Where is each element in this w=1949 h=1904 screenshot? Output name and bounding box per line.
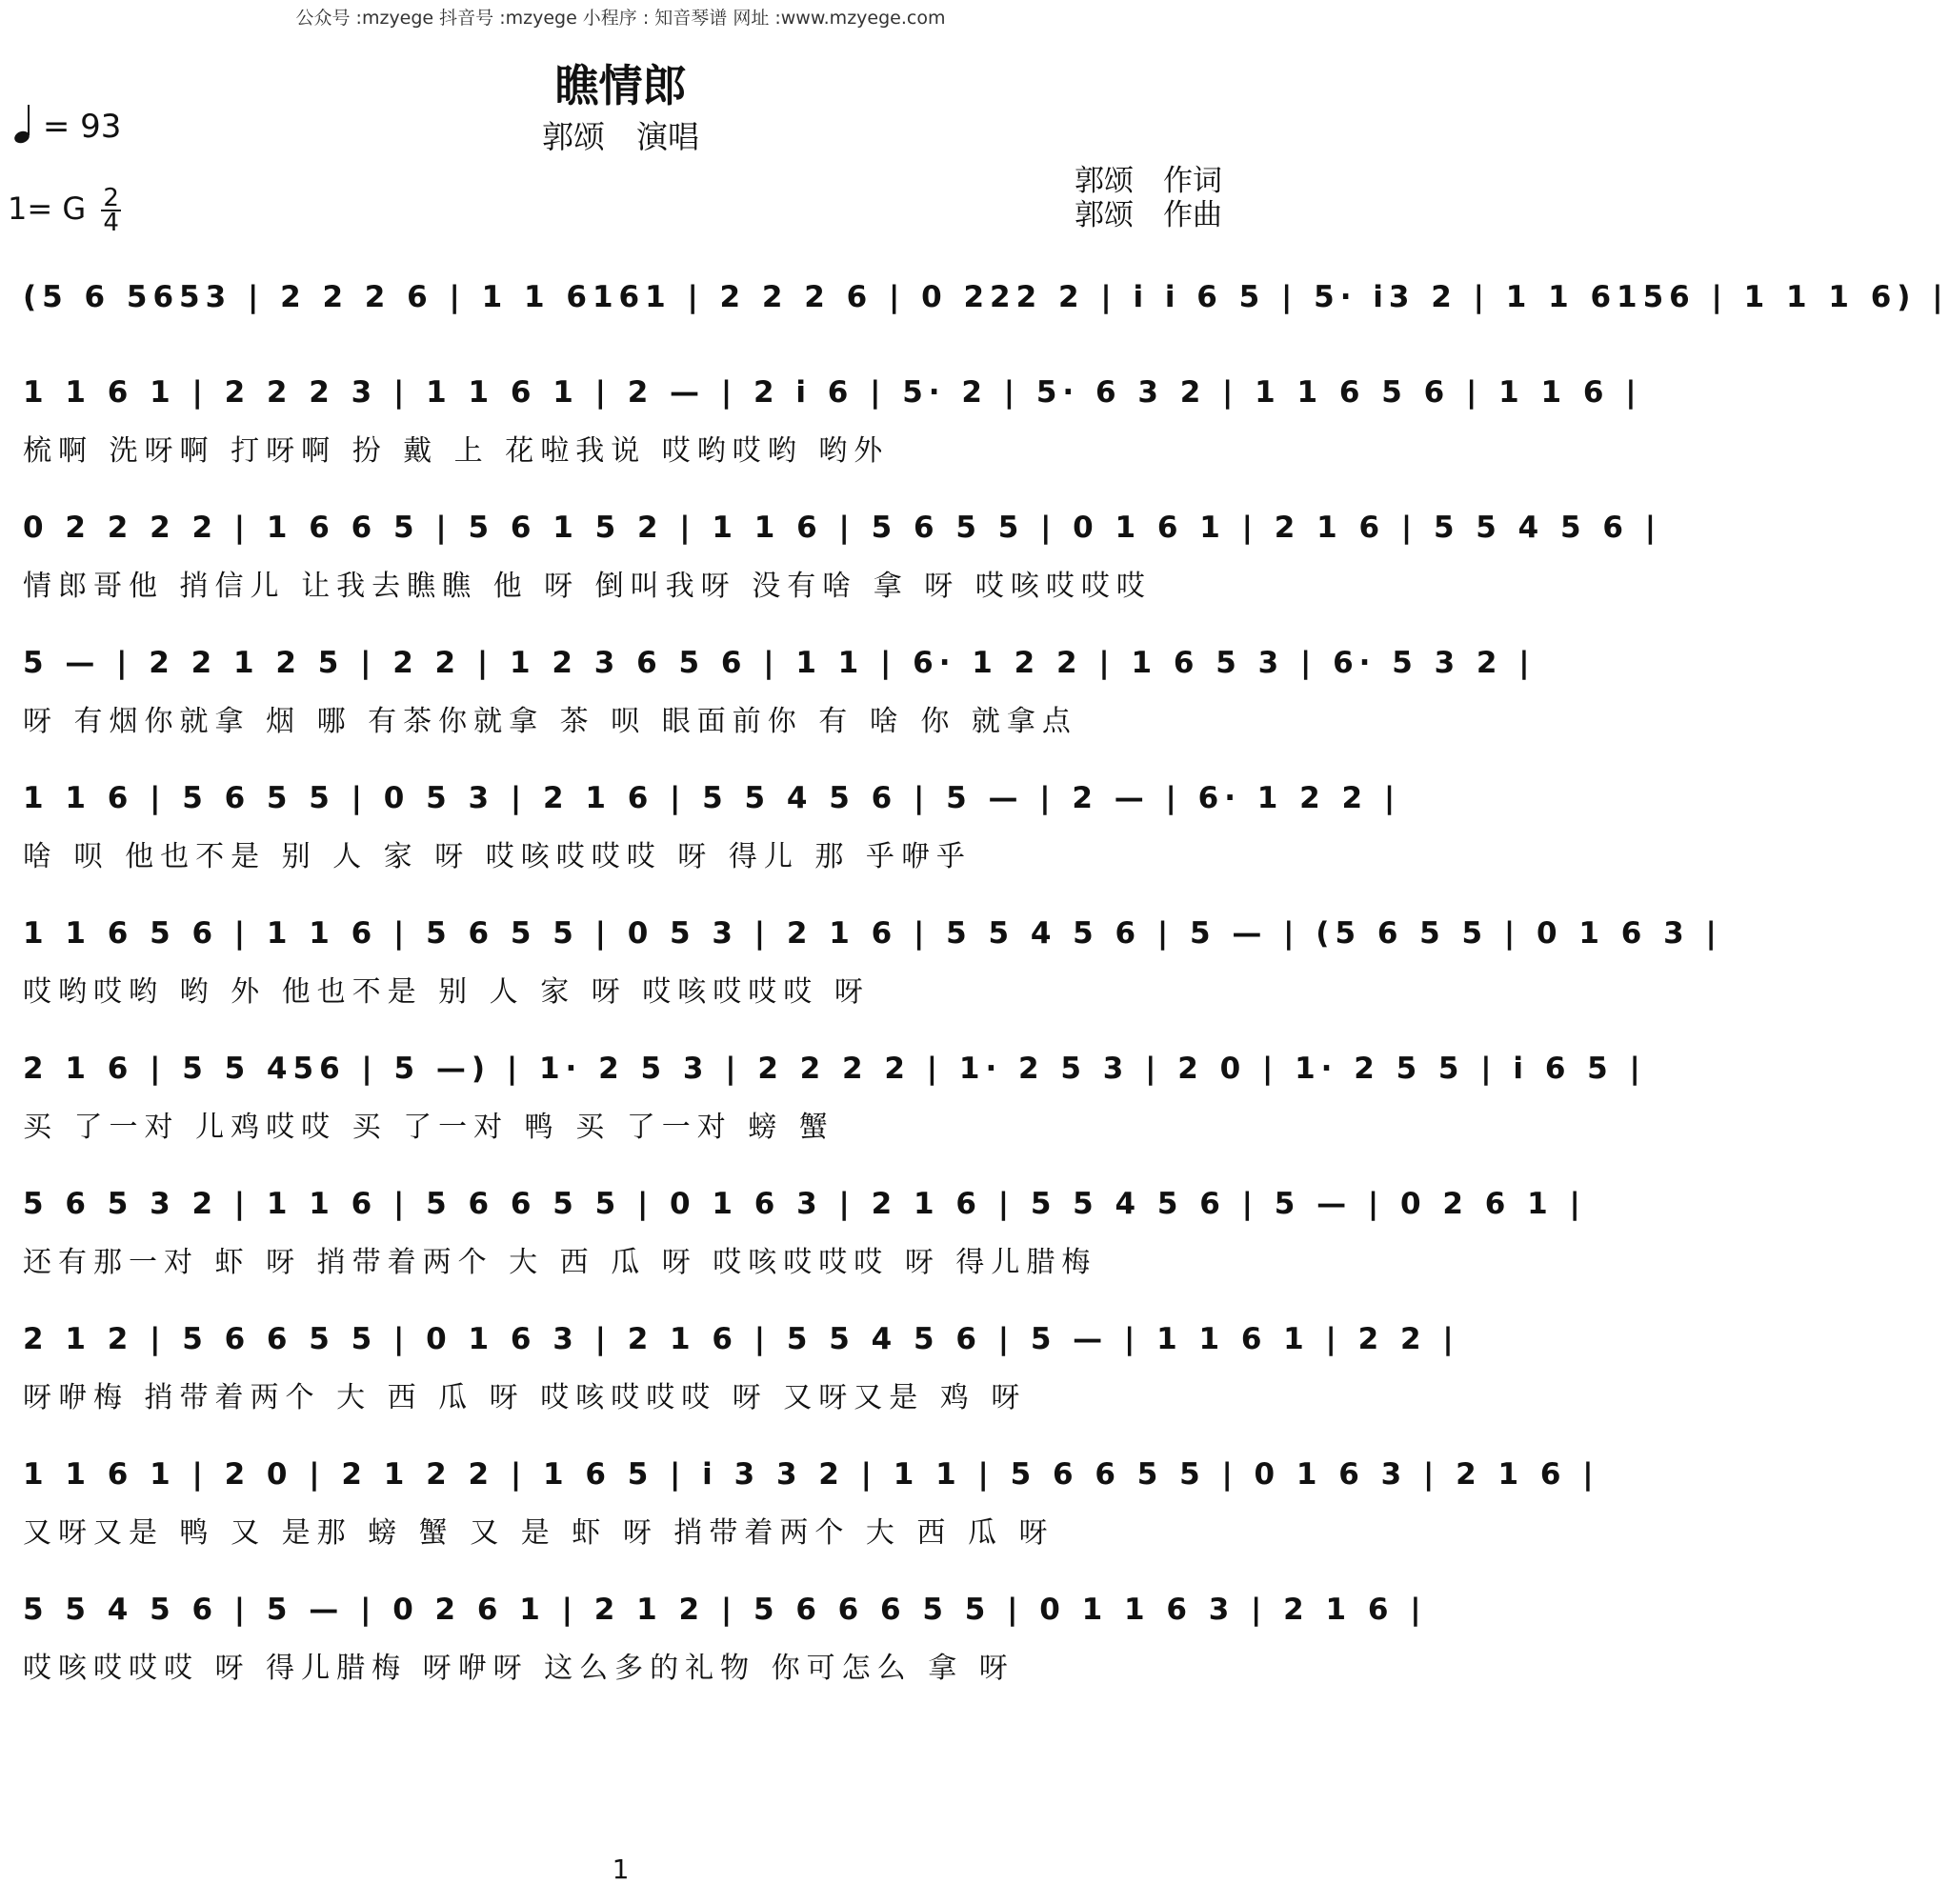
notation-line: 1 1 6 1 | 2 0 | 2 1 2 2 | 1 6 5 | i 3 3 2 | 1 1 | 5 6 6 5 5 | 0 1 6 3 | 2 1 6 | [23, 1457, 1599, 1492]
song-title: 瞧情郎 [554, 60, 687, 111]
lyrics-line: 情郎哥他 捎信儿 让我去瞧瞧 他 呀 倒叫我呀 没有啥 拿 呀 哎咳哎哎哎 [23, 570, 1152, 603]
lyrics-line: 梳啊 洗呀啊 打呀啊 扮 戴 上 花啦我说 哎哟哎哟 哟外 [23, 434, 890, 468]
notation-line: 5 — | 2 2 1 2 5 | 2 2 | 1 2 3 6 5 6 | 1 1 | 6· 1 2 2 | 1 6 5 3 | 6· 5 3 2 | [23, 646, 1536, 680]
singer-credit: 郭颂 演唱 [542, 118, 699, 155]
notation-line: 0 2 2 2 2 | 1 6 6 5 | 5 6 1 5 2 | 1 1 6 | 5 6 5 5 | 0 1 6 1 | 2 1 6 | 5 5 4 5 6 | [23, 511, 1662, 545]
lyrics-line: 呀咿梅 捎带着两个 大 西 瓜 呀 哎咳哎哎哎 呀 又呀又是 鸡 呀 [23, 1381, 1027, 1414]
lyrics-line: 还有那一对 虾 呀 捎带着两个 大 西 瓜 呀 哎咳哎哎哎 呀 得儿腊梅 [23, 1246, 1097, 1279]
key-signature [8, 184, 121, 237]
lyrics-line: 哎哟哎哟 哟 外 他也不是 别 人 家 呀 哎咳哎哎哎 呀 [23, 975, 870, 1009]
time-signature-top: 2 [103, 184, 119, 212]
quarter-note-icon [13, 103, 32, 153]
notation-line: 5 5 4 5 6 | 5 — | 0 2 6 1 | 2 1 2 | 5 6 6 6 5 5 | 0 1 1 6 3 | 2 1 6 | [23, 1593, 1427, 1627]
time-signature-bottom: 4 [103, 209, 119, 237]
notation-line: (5 6 5653 | 2 2 2 6 | 1 1 6161 | 2 2 2 6 | 0 222 2 | i i 6 5 | 5· i3 2 | 1 1 6156 | 1 1 1 6) | [23, 280, 1949, 314]
notation-line: 1 1 6 1 | 2 2 2 3 | 1 1 6 1 | 2 — | 2 i 6 | 5· 2 | 5· 6 3 2 | 1 1 6 5 6 | 1 1 6 | [23, 375, 1642, 410]
notation-line: 1 1 6 | 5 6 5 5 | 0 5 3 | 2 1 6 | 5 5 4 5 6 | 5 — | 2 — | 6· 1 2 2 | [23, 781, 1401, 815]
source-line: 公众号 :mzyege 抖音号 :mzyege 小程序 : 知音琴谱 网址 :www.mzyege.com [295, 8, 946, 29]
lyricist-credit: 郭颂 作词 [1075, 164, 1222, 198]
lyrics-line: 哎咳哎哎哎 呀 得儿腊梅 呀咿呀 这么多的礼物 你可怎么 拿 呀 [23, 1652, 1015, 1685]
notation-line: 5 6 5 3 2 | 1 1 6 | 5 6 6 5 5 | 0 1 6 3 | 2 1 6 | 5 5 4 5 6 | 5 — | 0 2 6 1 | [23, 1187, 1586, 1221]
time-signature [101, 184, 121, 237]
page-number: 1 [612, 1854, 630, 1885]
tempo-value: = 93 [42, 108, 122, 146]
notation-line: 2 1 6 | 5 5 456 | 5 —) | 1· 2 5 3 | 2 2 2 2 | 1· 2 5 3 | 2 0 | 1· 2 5 5 | i 6 5 | [23, 1052, 1646, 1086]
tempo-marking [13, 103, 121, 153]
notation-line: 2 1 2 | 5 6 6 5 5 | 0 1 6 3 | 2 1 6 | 5 5 4 5 6 | 5 — | 1 1 6 1 | 2 2 | [23, 1322, 1459, 1356]
lyrics-line: 买 了一对 儿鸡哎哎 买 了一对 鸭 买 了一对 螃 蟹 [23, 1111, 834, 1144]
lyrics-line: 呀 有烟你就拿 烟 哪 有茶你就拿 茶 呗 眼面前你 有 啥 你 就拿点 [23, 705, 1077, 738]
lyrics-line: 又呀又是 鸭 又 是那 螃 蟹 又 是 虾 呀 捎带着两个 大 西 瓜 呀 [23, 1516, 1055, 1550]
composer-credit: 郭颂 作曲 [1075, 198, 1222, 232]
credits [1075, 164, 1222, 232]
key-label: 1= G [8, 190, 87, 227]
notation-line: 1 1 6 5 6 | 1 1 6 | 5 6 5 5 | 0 5 3 | 2 1 6 | 5 5 4 5 6 | 5 — | (5 6 5 5 | 0 1 6 3 | [23, 916, 1722, 951]
lyrics-line: 啥 呗 他也不是 别 人 家 呀 哎咳哎哎哎 呀 得儿 那 乎咿乎 [23, 840, 972, 873]
